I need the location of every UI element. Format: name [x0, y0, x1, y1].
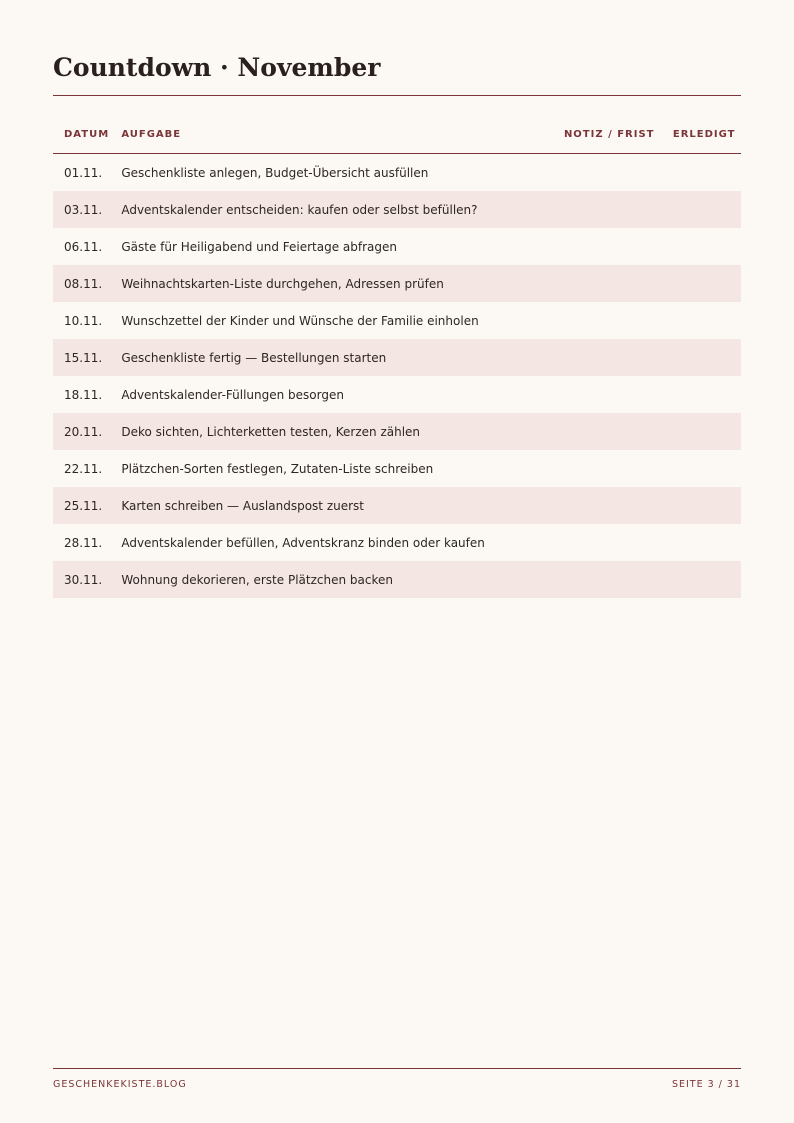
- row-note: [553, 413, 662, 450]
- row-note: [553, 450, 662, 487]
- table-header-row: [53, 116, 741, 154]
- row-task: Adventskalender entscheiden: kaufen oder selbst befüllen?: [110, 191, 553, 228]
- table-row: [53, 191, 741, 228]
- row-date: 20.11.: [53, 413, 110, 450]
- row-note: [553, 487, 662, 524]
- row-date: 22.11.: [64, 461, 103, 476]
- row-done: [662, 339, 741, 376]
- header-note: NOTIZ / FRIST: [553, 116, 662, 154]
- row-note: [553, 154, 662, 192]
- table-row: [53, 302, 741, 339]
- row-note: [553, 524, 662, 561]
- footer-page-number: SEITE 3 / 31: [671, 1079, 741, 1090]
- countdown-table: [53, 116, 741, 598]
- table-row: [53, 376, 741, 413]
- table-row: [53, 487, 741, 524]
- header-task: AUFGABE: [110, 116, 553, 154]
- row-date: 18.11.: [64, 387, 103, 402]
- header-date: DATUM: [53, 116, 110, 154]
- table-row: [53, 228, 741, 265]
- row-task: Adventskalender befüllen, Adventskranz binden oder kaufen: [121, 535, 485, 550]
- row-done: [662, 228, 741, 265]
- row-done: [662, 450, 741, 487]
- table-row: [53, 450, 741, 487]
- row-task: Weihnachtskarten-Liste durchgehen, Adressen prüfen: [110, 265, 553, 302]
- row-note: [553, 265, 662, 302]
- row-done: [662, 413, 741, 450]
- row-done: [662, 524, 741, 561]
- row-date: 01.11.: [64, 165, 103, 180]
- table-row: [53, 265, 741, 302]
- row-date: 03.11.: [53, 191, 110, 228]
- row-done: [662, 561, 741, 598]
- row-task: Deko sichten, Lichterketten testen, Kerzen zählen: [110, 413, 553, 450]
- row-done: [662, 191, 741, 228]
- row-date: 08.11.: [53, 265, 110, 302]
- table-row: [53, 413, 741, 450]
- row-date: 10.11.: [64, 313, 103, 328]
- row-task: Geschenkliste anlegen, Budget-Übersicht ausfüllen: [121, 165, 429, 180]
- row-done: [662, 487, 741, 524]
- row-done: [662, 376, 741, 413]
- row-note: [553, 376, 662, 413]
- row-task: Wohnung dekorieren, erste Plätzchen backen: [110, 561, 553, 598]
- row-date: 28.11.: [64, 535, 103, 550]
- table-row: [53, 524, 741, 561]
- header-done: ERLEDIGT: [662, 116, 741, 154]
- table-row: [53, 561, 741, 598]
- footer-site-link[interactable]: GESCHENKEKISTE.BLOG: [53, 1079, 187, 1090]
- row-done: [662, 154, 741, 192]
- row-done: [662, 265, 741, 302]
- row-note: [553, 339, 662, 376]
- row-note: [553, 561, 662, 598]
- row-task: Geschenkliste fertig — Bestellungen starten: [110, 339, 553, 376]
- row-date: 15.11.: [53, 339, 110, 376]
- row-note: [553, 302, 662, 339]
- row-done: [662, 302, 741, 339]
- row-task: Wunschzettel der Kinder und Wünsche der Familie einholen: [121, 313, 479, 328]
- title-divider: [53, 95, 741, 96]
- table-row: [53, 339, 741, 376]
- row-date: 25.11.: [53, 487, 110, 524]
- row-date: 30.11.: [53, 561, 110, 598]
- footer-divider: [53, 1068, 741, 1069]
- row-note: [553, 191, 662, 228]
- page-title: Countdown · November: [53, 53, 381, 82]
- row-task: Gäste für Heiligabend und Feiertage abfragen: [121, 239, 398, 254]
- row-note: [553, 228, 662, 265]
- row-date: 06.11.: [64, 239, 103, 254]
- row-task: Karten schreiben — Auslandspost zuerst: [110, 487, 553, 524]
- row-task: Adventskalender-Füllungen besorgen: [121, 387, 344, 402]
- row-task: Plätzchen-Sorten festlegen, Zutaten-Liste schreiben: [121, 461, 434, 476]
- table-row: [53, 154, 741, 192]
